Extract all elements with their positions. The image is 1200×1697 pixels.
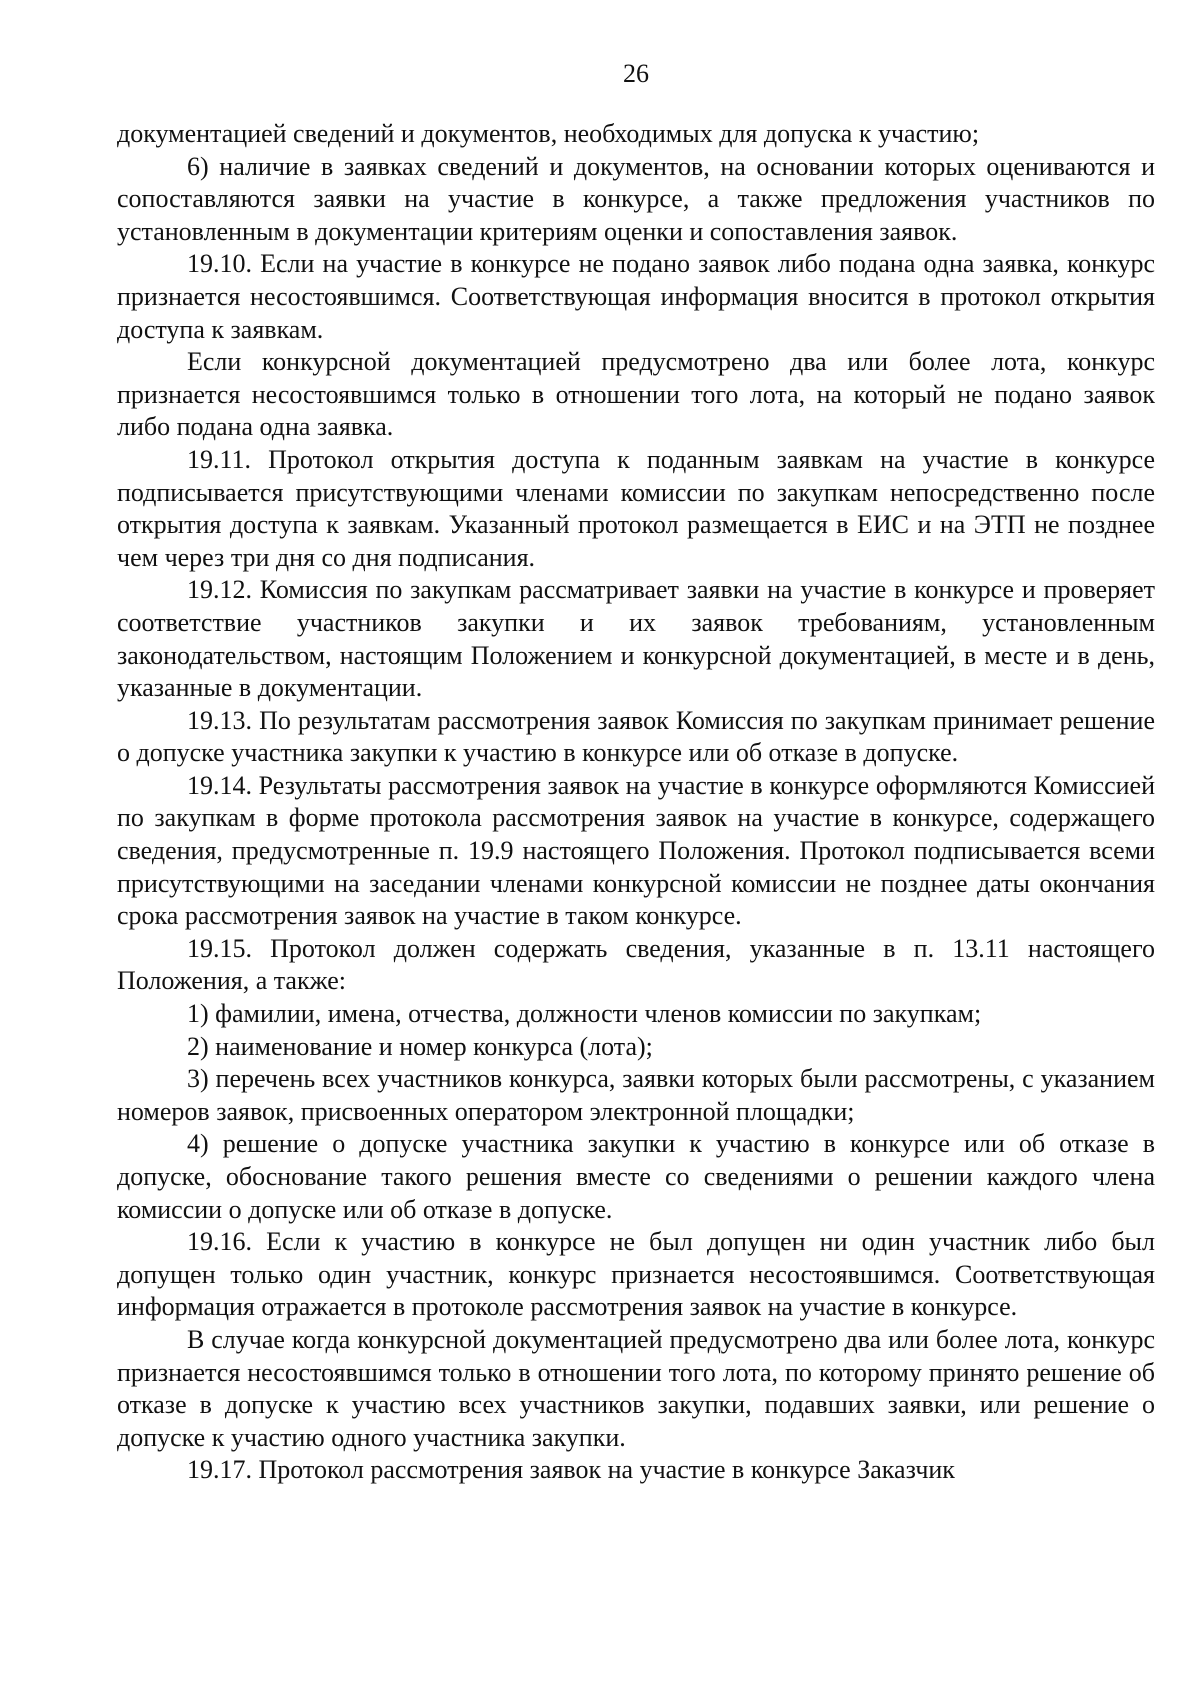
body-text [117,118,1155,1487]
paragraph: 19.13. По результатам рассмотрения заявок Комиссия по закупкам принимает решение о допуске участника закупки к участию в конкурсе или об отказе в допуске. [117,705,1155,768]
paragraph: В случае когда конкурсной документацией предусмотрено два или более лота, конкурс признается несостоявшимся только в отношении того лота, по которому принято решение об отказе в допуске к участию всех участников закупки, подавших заявки, или решение о допуске к участию одного участника закупки. [117,1324,1155,1452]
paragraph: 19.14. Результаты рассмотрения заявок на участие в конкурсе оформляются Комиссией по закупкам в форме протокола рассмотрения заявок на участие в конкурсе, содержащего сведения, предусмотренные п. 19.9 настоящего Положения. Протокол подписывается всеми присутствующими на заседании членами конкурсной комиссии не позднее даты окончания срока рассмотрения заявок на участие в таком конкурсе. [117,770,1155,931]
paragraph: 19.16. Если к участию в конкурсе не был допущен ни один участник либо был допущен только один участник, конкурс признается несостоявшимся. Соответствующая информация отражается в протоколе рассмотрения заявок на участие в конкурсе. [117,1227,1155,1322]
paragraph: 6) наличие в заявках сведений и документов, на основании которых оцениваются и сопоставляются заявки на участие в конкурсе, а также предложения участников по установленным в документации критериям оценки и сопоставления заявок. [117,151,1155,246]
paragraph: 4) решение о допуске участника закупки к участию в конкурсе или об отказе в допуске, обоснование такого решения вместе со сведениями о решении каждого члена комиссии о допуске или об отказе в допуске. [117,1129,1155,1224]
paragraph: Если конкурсной документацией предусмотрено два или более лота, конкурс признается несостоявшимся только в отношении того лота, на который не подано заявок либо подана одна заявка. [117,347,1155,442]
paragraph: документацией сведений и документов, необходимых для допуска к участию; [117,119,980,148]
paragraph: 1) фамилии, имена, отчества, должности членов комиссии по закупкам; [187,999,982,1029]
paragraph: 19.10. Если на участие в конкурсе не подано заявок либо подана одна заявка, конкурс признается несостоявшимся. Соответствующая информация вносится в протокол открытия доступа к заявкам. [117,249,1155,344]
paragraph: 3) перечень всех участников конкурса, заявки которых были рассмотрены, с указанием номеров заявок, присвоенных оператором электронной площадки; [117,1064,1155,1126]
paragraph: 19.17. Протокол рассмотрения заявок на участие в конкурсе Заказчик [187,1455,955,1485]
paragraph: 19.11. Протокол открытия доступа к поданным заявкам на участие в конкурсе подписывается присутствующими членами комиссии по закупкам непосредственно после открытия доступа к заявкам. Указанный протокол размещается в ЕИС и на ЭТП не позднее чем через три дня со дня подписания. [117,444,1155,572]
page-number: 26 [623,59,649,88]
paragraph: 2) наименование и номер конкурса (лота); [187,1031,653,1061]
paragraph: 19.15. Протокол должен содержать сведения, указанные в п. 13.11 настоящего Положения, а также: [117,933,1155,996]
paragraph: 19.12. Комиссия по закупкам рассматривает заявки на участие в конкурсе и проверяет соответствие участников закупки и их заявок требованиям, установленным законодательством, настоящим Положением и конкурсной документацией, в месте и в день, указанные в документации. [117,575,1155,703]
